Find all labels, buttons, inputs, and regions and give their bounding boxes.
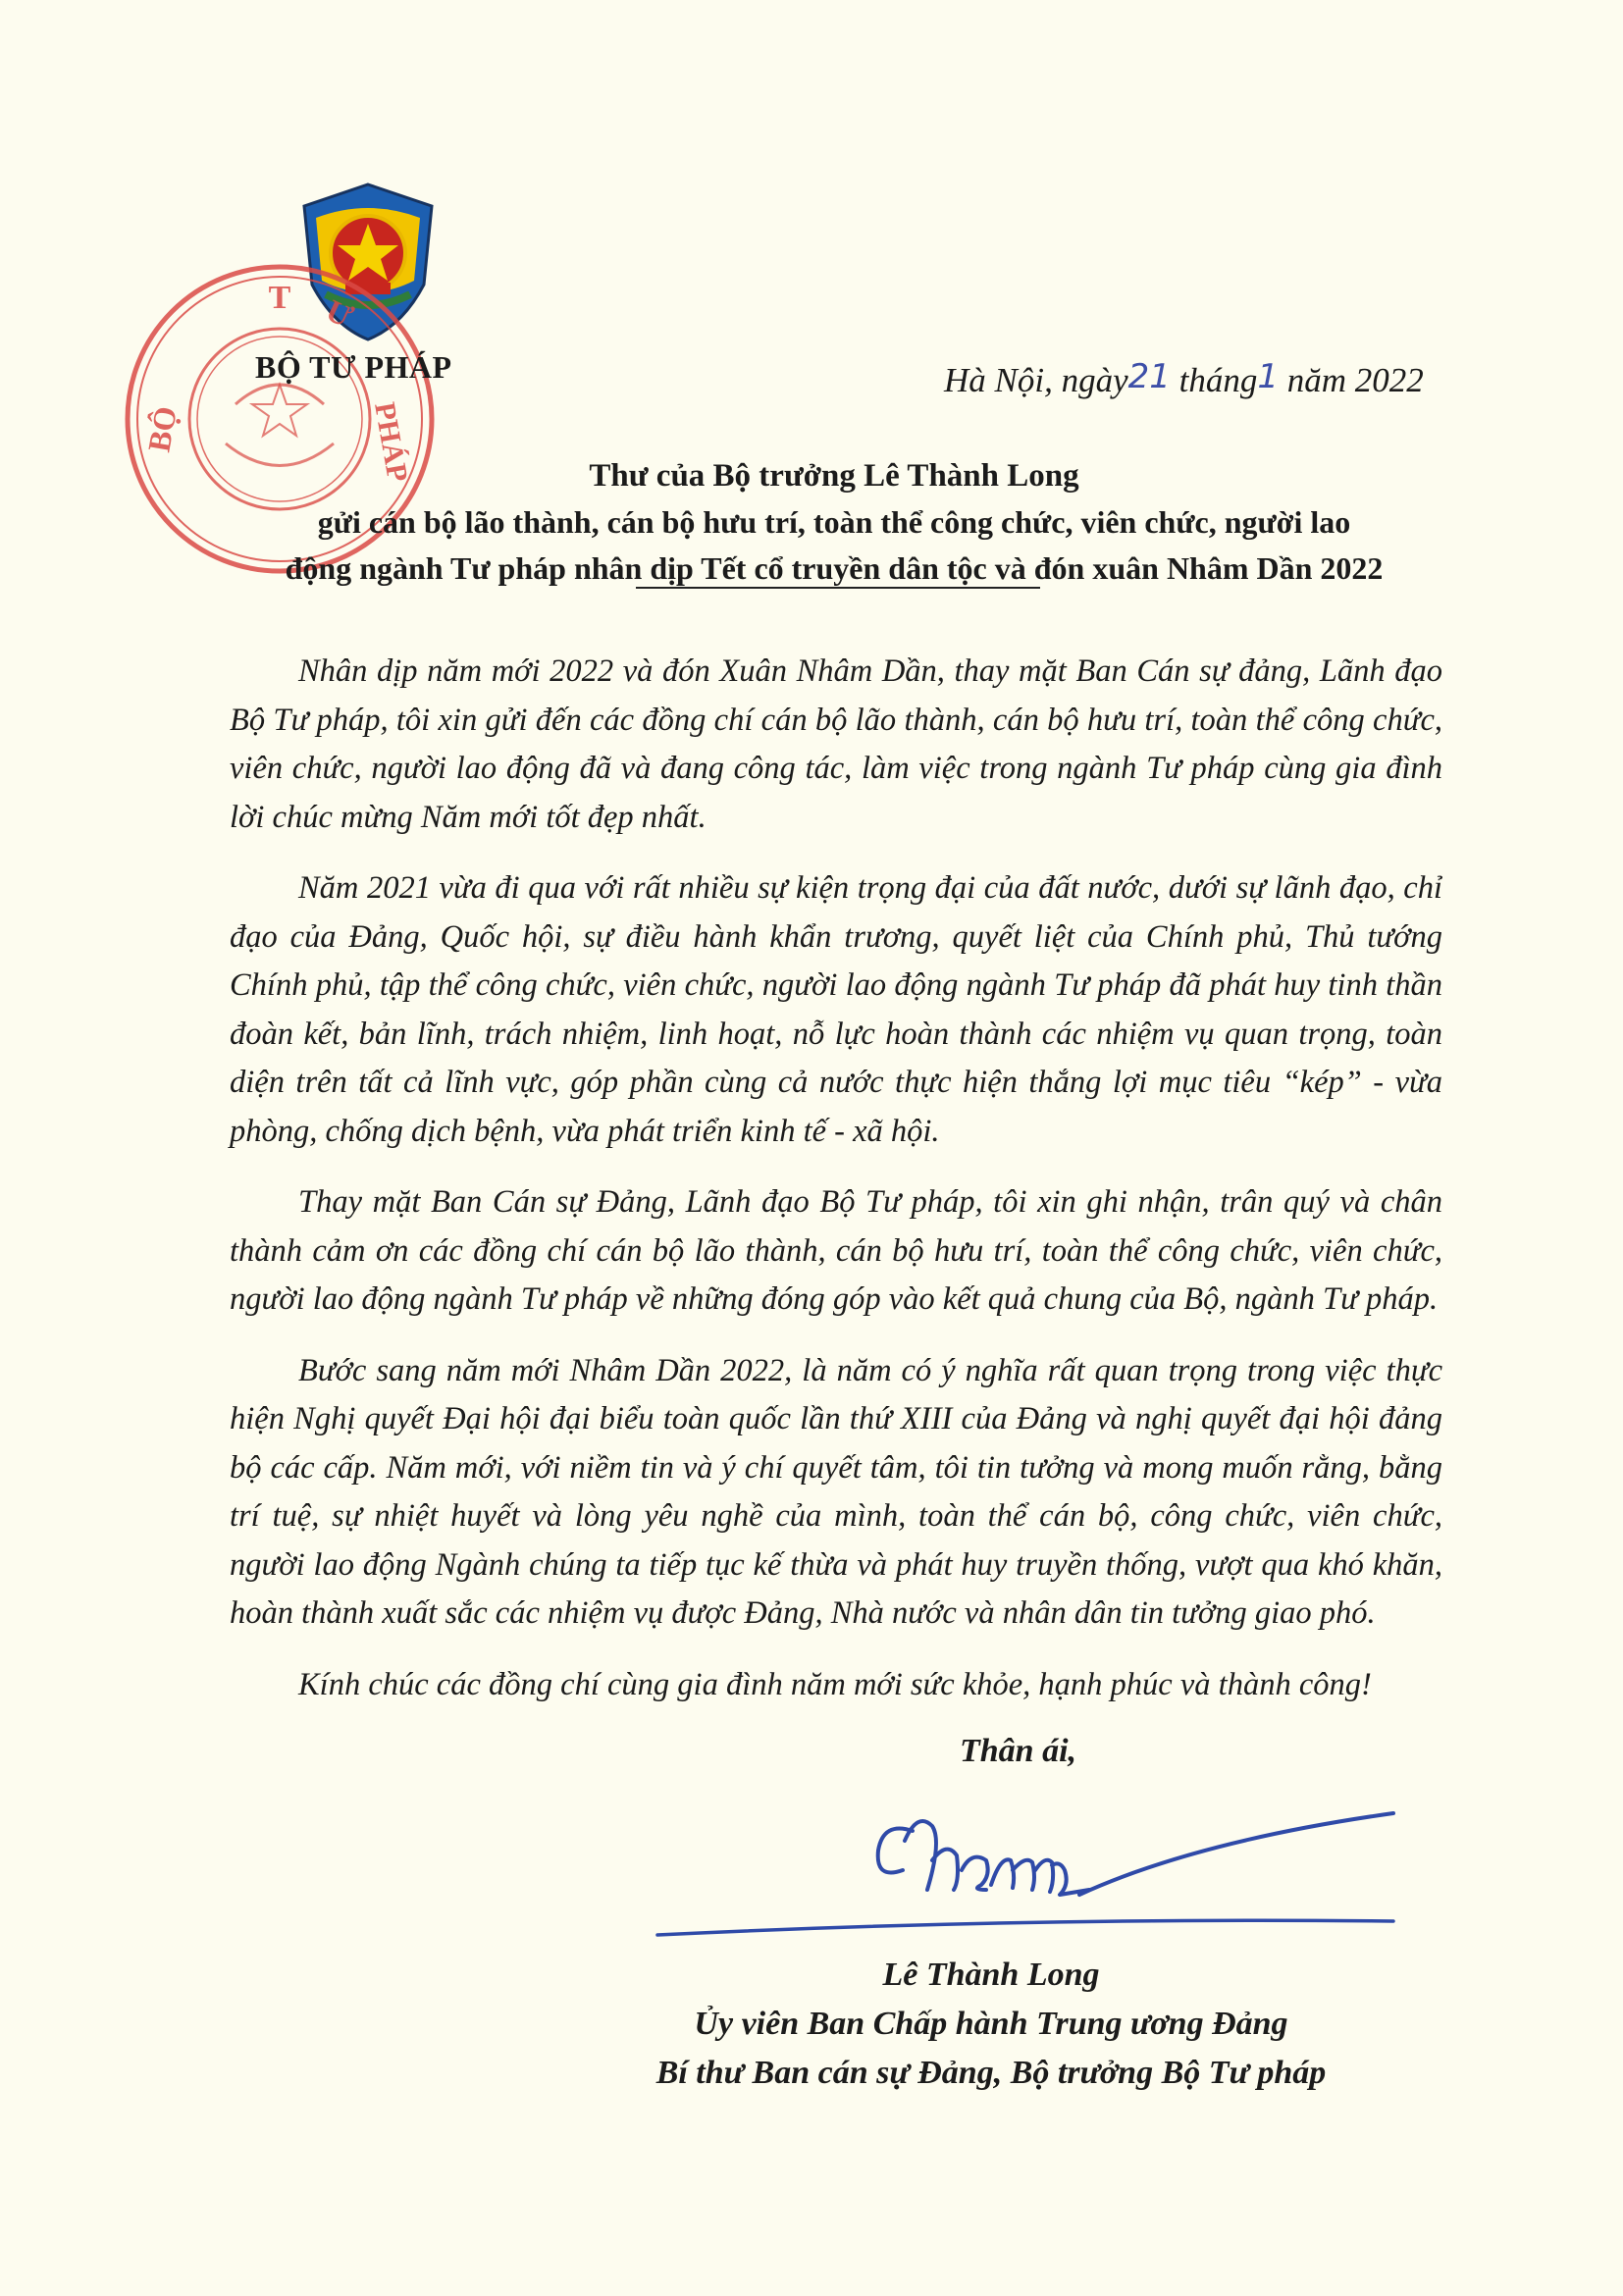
date-month: 1 xyxy=(1257,357,1280,396)
organization-name: BỘ TƯ PHÁP xyxy=(255,349,452,385)
date-year: năm 2022 xyxy=(1286,361,1424,399)
paragraph: Bước sang năm mới Nhâm Dần 2022, là năm có ý nghĩa rất quan trọng trong việc thực hiện Nghị quyết Đại hội đại biểu toàn quốc lần thứ XIII của Đảng và nghị quyết đại hội đảng bộ các cấp. Năm mới, với niềm tin và ý chí quyết tâm, tôi tin tưởng và mong muốn rằng, bằng trí tuệ, sự nhiệt huyết và lòng yêu nghề của mình, toàn thể cán bộ, công chức, viên chức, người lao động Ngành chúng ta tiếp tục kế thừa và phát huy truyền thống, vượt qua khó khăn, hoàn thành xuất sắc các nhiệm vụ được Đảng, Nhà nước và nhân dân tin tưởng giao phó. xyxy=(230,1352,1442,1631)
date-day: 21 xyxy=(1127,357,1171,396)
letter-title xyxy=(226,453,1442,592)
svg-text:BỘ: BỘ xyxy=(140,403,183,455)
letter-body xyxy=(230,648,1442,1732)
paragraph: Nhân dịp năm mới 2022 và đón Xuân Nhâm Dần, thay mặt Ban Cán sự đảng, Lãnh đạo Bộ Tư pháp, tôi xin gửi đến các đồng chí cán bộ lão thành, cán bộ hưu trí, toàn thể công chức, viên chức, người lao động đã và đang công tác, làm việc trong ngành Tư pháp cùng gia đình lời chúc mừng Năm mới tốt đẹp nhất. xyxy=(230,653,1442,835)
date-prefix: Hà Nội, ngày xyxy=(944,361,1128,399)
title-line-1: Thư của Bộ trưởng Lê Thành Long xyxy=(589,458,1079,494)
signer-name: Lê Thành Long xyxy=(882,1957,1100,1993)
title-line-3: động ngành Tư pháp nhân dịp Tết cổ truyền dân tộc và đón xuân Nhâm Dần 2022 xyxy=(285,550,1384,586)
svg-text:T: T xyxy=(268,280,291,316)
date-month-label: tháng xyxy=(1178,361,1258,399)
signer-title-1: Ủy viên Ban Chấp hành Trung ương Đảng xyxy=(694,2006,1288,2042)
paragraph: Kính chúc các đồng chí cùng gia đình năm mới sức khỏe, hạnh phúc và thành công! xyxy=(298,1666,1372,1702)
date-line xyxy=(944,357,1424,400)
title-line-2: gửi cán bộ lão thành, cán bộ hưu trí, toàn thể công chức, viên chức, người lao xyxy=(317,504,1351,540)
signer-block xyxy=(550,1951,1433,2098)
title-underline xyxy=(636,587,1040,589)
signer-title-2: Bí thư Ban cán sự Đảng, Bộ trưởng Bộ Tư pháp xyxy=(655,2055,1327,2091)
svg-text:PHÁP: PHÁP xyxy=(368,399,414,485)
signature-icon xyxy=(648,1801,1413,1949)
svg-text:Ư: Ư xyxy=(321,291,359,336)
paragraph: Năm 2021 vừa đi qua với rất nhiều sự kiện trọng đại của đất nước, dưới sự lãnh đạo, chỉ đạo của Đảng, Quốc hội, sự điều hành khẩn trương, quyết liệt của Chính phủ, Thủ tướng Chính phủ, tập thể công chức, viên chức, người lao động ngành Tư pháp đã phát huy tinh thần đoàn kết, bản lĩnh, trách nhiệm, linh hoạt, nỗ lực hoàn thành các nhiệm vụ quan trọng, toàn diện trên tất cả lĩnh vực, góp phần cùng cả nước thực hiện thắng lợi mục tiêu “kép” - vừa phòng, chống dịch bệnh, vừa phát triển kinh tế - xã hội. xyxy=(230,870,1442,1149)
paragraph: Thay mặt Ban Cán sự Đảng, Lãnh đạo Bộ Tư pháp, tôi xin ghi nhận, trân quý và chân thành cảm ơn các đồng chí cán bộ lão thành, cán bộ hưu trí, toàn thể công chức, viên chức, người lao động ngành Tư pháp về những đóng góp vào kết quả chung của Bộ, ngành Tư pháp. xyxy=(230,1184,1442,1317)
closing-greeting: Thân ái, xyxy=(960,1733,1077,1769)
